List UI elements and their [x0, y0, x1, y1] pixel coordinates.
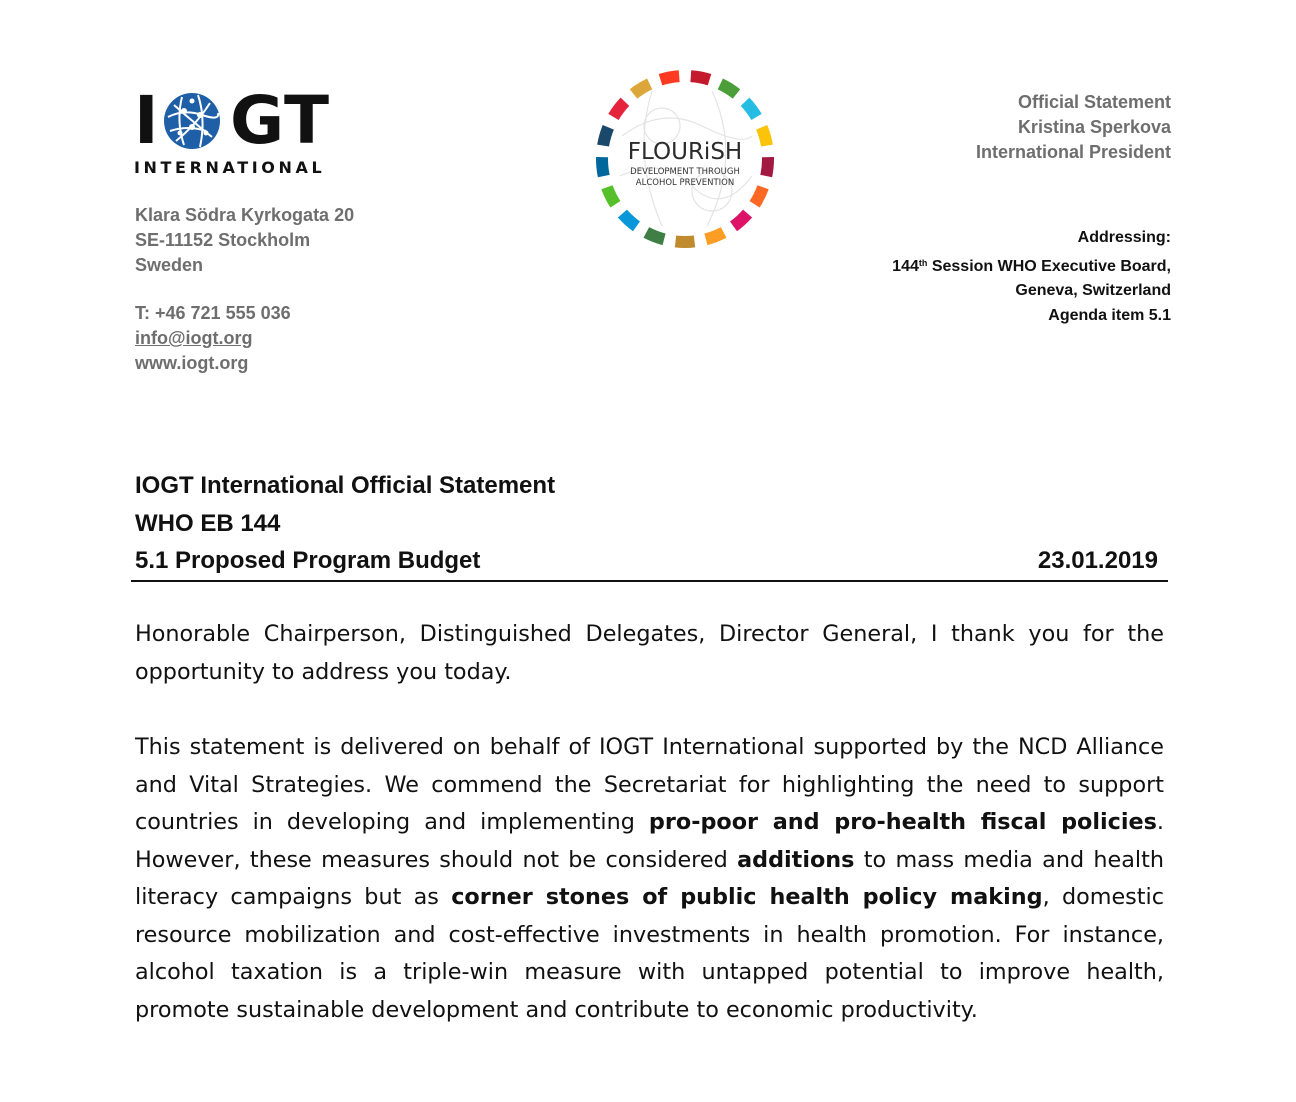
document-title	[135, 467, 1165, 580]
ring-segment	[613, 102, 624, 117]
title-divider	[131, 580, 1168, 582]
flourish-title: FLOURiSH	[627, 139, 743, 165]
ring-segment	[675, 241, 694, 242]
ring-segment	[646, 232, 664, 239]
flourish-tagline-1: DEVELOPMENT THROUGH	[630, 167, 740, 177]
author-name: Kristina Sperkova	[1017, 117, 1171, 137]
iogt-logo	[134, 82, 344, 159]
title-line-2: WHO EB 144	[135, 509, 281, 537]
paragraph-statement: This statement is delivered on behalf of IOGT International supported by the NCD Alliance and Vital Strategies. We commend the Secretariat for highlighting the need to support countries in developing and implementing pro-poor and pro-health fiscal policies. However, these measures should not be considered additions to mass media and health literacy campaigns but as corner stones of public health policy making, domestic resource mobilization and cost-effective investments in health promotion. For instance, alcohol taxation is a triple-win measure with untapped potential to improve health, promote sustainable development and contribute to economic productivity.	[135, 734, 1165, 1023]
emphasis-corner-stones: corner stones of public health policy making	[451, 884, 1043, 910]
paragraph-greeting: Honorable Chairperson, Distinguished Delegates, Director General, I thank you for the opportunity to address you today.	[135, 621, 1164, 685]
flourish-logo	[592, 66, 778, 252]
title-line-1: IOGT International Official Statement	[135, 472, 556, 499]
globe-icon	[162, 91, 222, 151]
ring-segment	[691, 76, 710, 80]
logo-letter-t: T	[284, 82, 330, 159]
statement-date: 23.01.2019	[1037, 547, 1158, 574]
ring-segment	[766, 157, 768, 176]
ring-segment	[661, 76, 680, 80]
logo-letter-i: I	[134, 82, 159, 159]
contact-email-link[interactable]: info@iogt.org	[135, 328, 253, 348]
logo-subtitle: INTERNATIONAL	[134, 158, 326, 177]
ring-segment	[720, 84, 736, 94]
contact-phone: T: +46 721 555 036	[135, 303, 291, 323]
ring-segment	[634, 84, 650, 94]
address-block	[135, 203, 354, 278]
title-line-3: 5.1 Proposed Program Budget	[135, 547, 481, 574]
statement-type: Official Statement	[1017, 92, 1171, 112]
contact-block	[135, 301, 291, 376]
statement-header	[976, 90, 1171, 165]
addressing-session: 144th Session WHO Executive Board,	[892, 257, 1171, 275]
ring-segment	[607, 187, 615, 204]
addressing-place: Geneva, Switzerland	[1015, 282, 1171, 299]
flourish-tagline-2: ALCOHOL PREVENTION	[635, 178, 735, 188]
ring-segment	[603, 127, 608, 145]
address-street: Klara Södra Kyrkogata 20	[135, 205, 355, 225]
emphasis-additions: additions	[737, 846, 855, 873]
ring-segment	[602, 157, 604, 176]
ring-segment	[745, 102, 756, 117]
logo-letter-g: G	[230, 82, 285, 159]
ring-segment	[762, 127, 767, 145]
ring-segment	[706, 232, 724, 239]
address-city: SE-11152 Stockholm	[135, 230, 311, 250]
ring-segment	[622, 214, 636, 227]
addressing-agenda: Agenda item 5.1	[1048, 306, 1171, 324]
ring-segment	[734, 214, 748, 227]
addressing-block	[892, 226, 1171, 328]
addressing-label: Addressing:	[1077, 229, 1171, 246]
emphasis-fiscal-policies: pro-poor and pro-health fiscal policies	[648, 809, 1157, 835]
address-country: Sweden	[135, 255, 204, 275]
author-title: International President	[975, 142, 1171, 162]
ring-segment	[755, 187, 763, 204]
contact-web: www.iogt.org	[135, 353, 249, 373]
